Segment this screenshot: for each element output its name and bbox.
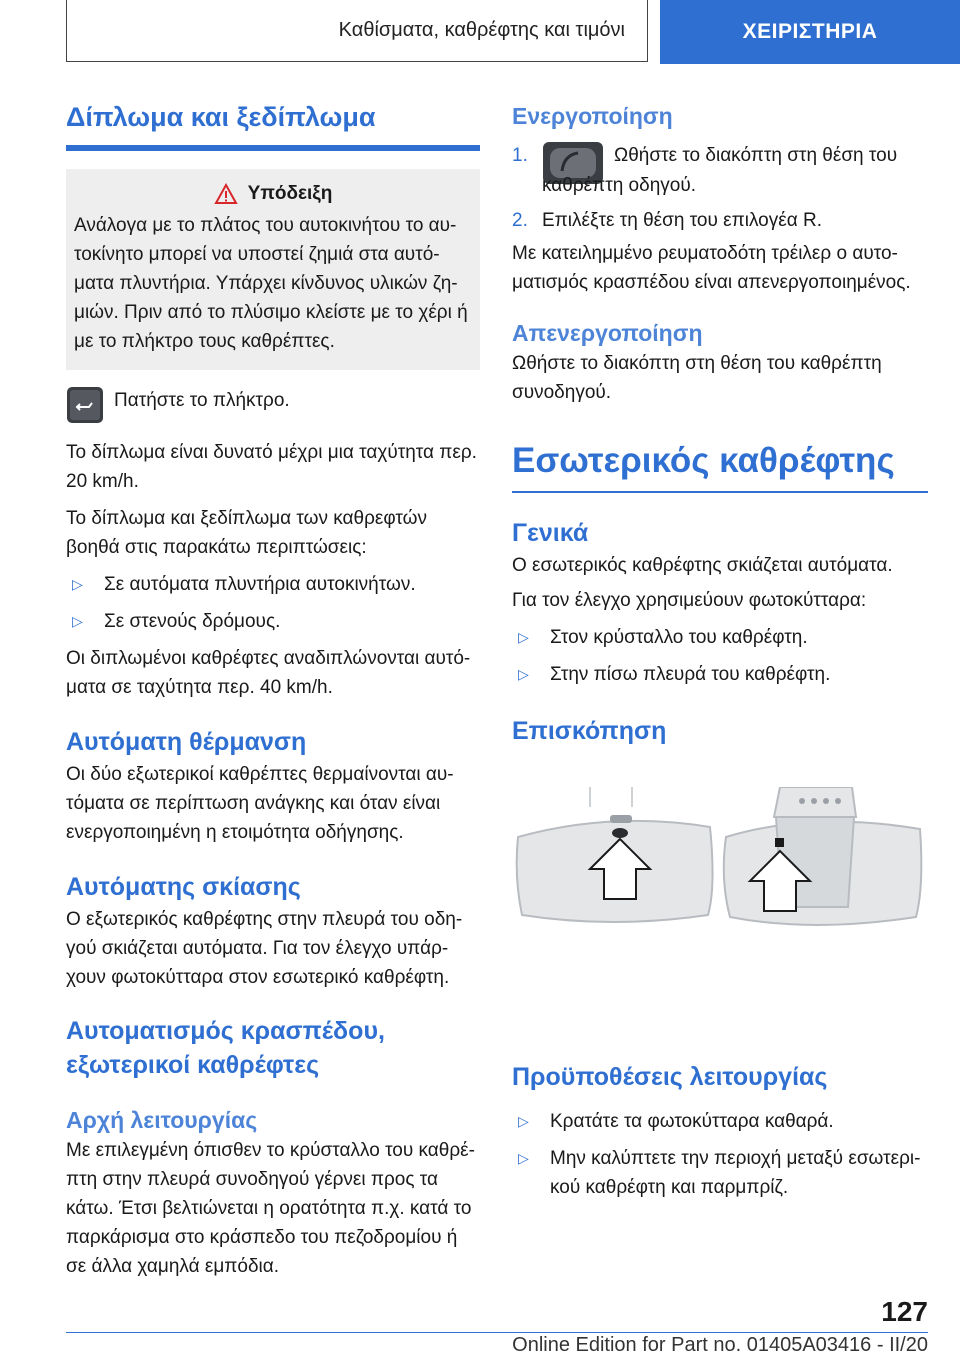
step-text: Επιλέξτε τη θέση του επιλογέα R. bbox=[542, 210, 822, 231]
parking-title bbox=[66, 1014, 480, 1082]
press-instruction: Πατήστε το πλήκτρο. bbox=[114, 390, 290, 411]
page-number: 127 bbox=[881, 1296, 928, 1327]
dimming-title: Αυτόματης σκίασης bbox=[66, 873, 301, 901]
fold-speed-line: Το δίπλωμα είναι δυνατό μέχρι μια ταχύτητα περ. bbox=[66, 442, 477, 463]
list-item-line: Μην καλύπτετε την περιοχή μεταξύ εσωτερι- bbox=[550, 1148, 921, 1169]
chapter-tab[interactable] bbox=[660, 0, 960, 64]
trailer-line: Με κατειλημμένο ρευματοδότη τρέιλερ ο αυτο- bbox=[512, 243, 898, 264]
mirror-front-view bbox=[517, 787, 713, 922]
principle-title: Αρχή λειτουργίας bbox=[66, 1107, 258, 1133]
prerequisites-title: Προϋποθέσεις λειτουργίας bbox=[512, 1063, 828, 1091]
general-title: Γενικά bbox=[512, 519, 589, 547]
chapter-tab-label: ΧΕΙΡΙΣΤΗΡΙΑ bbox=[742, 20, 878, 43]
note-title: Υπόδειξη bbox=[247, 183, 333, 204]
principle-line: κάτω. Έτσι βελτιώνεται η ορατότητα π.χ. κατά το bbox=[66, 1198, 472, 1219]
step-item bbox=[512, 141, 928, 200]
section-header bbox=[66, 0, 648, 62]
footer-rule bbox=[66, 1332, 928, 1333]
deactivation-title: Απενεργοποίηση bbox=[512, 320, 703, 346]
note-line: με το πλήκτρο τους καθρέπτες. bbox=[74, 331, 335, 352]
unfold-line: ματα σε ταχύτητα περ. 40 km/h. bbox=[66, 677, 333, 698]
heating-line: Οι δύο εξωτερικοί καθρέπτες θερμαίνονται αυ- bbox=[66, 764, 454, 785]
heating-line: τόματα σε περίπτωση ανάγκης και όταν είναι bbox=[66, 793, 441, 814]
step-number: 2. bbox=[512, 210, 528, 231]
deactivation-line: Ωθήστε το διακόπτη στη θέση του καθρέπτη bbox=[512, 353, 882, 374]
triangle-bullet-icon: ▷ bbox=[518, 666, 529, 682]
list-item bbox=[512, 1107, 928, 1136]
fold-help-line: Το δίπλωμα και ξεδίπλωμα των καθρεφτών bbox=[66, 508, 427, 529]
fold-button-row bbox=[66, 386, 480, 424]
mirror-rear-view bbox=[724, 787, 922, 925]
step-text: Ωθήστε το διακόπτη στη θέση του bbox=[614, 145, 898, 166]
activation-title: Ενεργοποίηση bbox=[512, 103, 673, 129]
list-item bbox=[512, 623, 928, 652]
heating-title: Αυτόματη θέρμανση bbox=[66, 728, 307, 756]
principle-line: Με επιλεγμένη όπισθεν το κρύσταλλο του καθρέ- bbox=[66, 1140, 475, 1161]
principle-line: πτη στην πλευρά συνοδηγού γέρνει προς τα bbox=[66, 1169, 439, 1190]
note-line: Ανάλογα με το πλάτος του αυτοκινήτου το αυ- bbox=[74, 215, 457, 236]
note-line: ματα πλυντήρια. Υπάρχει κίνδυνος υλικών ζη- bbox=[74, 273, 458, 294]
list-item-text: Σε στενούς δρόμους. bbox=[104, 611, 281, 632]
list-item-text: Κρατάτε τα φωτοκύτταρα καθαρά. bbox=[550, 1111, 834, 1132]
list-item bbox=[66, 570, 480, 599]
note-line: μιών. Πριν από το πλύσιμο κλείστε με το χέρι ή bbox=[74, 302, 468, 323]
list-item-text bbox=[550, 1144, 920, 1202]
interior-mirror-title: Εσωτερικός καθρέφτης bbox=[512, 441, 895, 480]
heating-line: ενεργοποιημένη η ετοιμότητα οδήγησης. bbox=[66, 822, 404, 843]
list-item-text: Στον κρύσταλλο του καθρέφτη. bbox=[550, 627, 808, 648]
triangle-bullet-icon: ▷ bbox=[518, 629, 529, 645]
fold-help-line: βοηθά στις παρακάτω περιπτώσεις: bbox=[66, 537, 367, 558]
dimming-line: χουν φωτοκύτταρα στον εσωτερικό καθρέφτη. bbox=[66, 967, 450, 988]
trailer-line: ματισμός κρασπέδου είναι απενεργοποιημένος. bbox=[512, 272, 911, 293]
list-item bbox=[512, 660, 928, 689]
left-column bbox=[66, 95, 480, 1281]
title-rule bbox=[512, 491, 928, 493]
triangle-bullet-icon: ▷ bbox=[518, 1150, 529, 1166]
warning-note bbox=[66, 169, 480, 370]
parking-title-line: εξωτερικοί καθρέφτες bbox=[66, 1051, 320, 1079]
step-item bbox=[512, 206, 928, 235]
unfold-line: Οι διπλωμένοι καθρέφτες αναδιπλώνονται αυτό- bbox=[66, 648, 471, 669]
general-line: Για τον έλεγχο χρησιμεύουν φωτοκύτταρα: bbox=[512, 590, 867, 611]
note-line: τοκίνητο μπορεί να υποστεί ζημιά στα αυτό- bbox=[74, 244, 440, 265]
warning-icon bbox=[214, 183, 238, 205]
list-item-text: Στην πίσω πλευρά του καθρέφτη. bbox=[550, 664, 831, 685]
triangle-bullet-icon: ▷ bbox=[72, 613, 83, 629]
dimming-line: Ο εξωτερικός καθρέφτης στην πλευρά του οδη- bbox=[66, 909, 463, 930]
principle-line: σε άλλα χαμηλά εμπόδια. bbox=[66, 1256, 280, 1277]
list-item bbox=[66, 607, 480, 636]
general-line: Ο εσωτερικός καθρέφτης σκιάζεται αυτόματα. bbox=[512, 555, 893, 576]
mirror-fold-button-icon bbox=[66, 386, 104, 424]
folding-title: Δίπλωμα και ξεδίπλωμα bbox=[66, 102, 376, 132]
parking-title-line: Αυτοματισμός κρασπέδου, bbox=[66, 1017, 385, 1045]
section-title: Καθίσματα, καθρέφτης και τιμόνι bbox=[338, 19, 625, 41]
fold-speed-line: 20 km/h. bbox=[66, 471, 139, 492]
dimming-line: γού σκιάζεται αυτόματα. Για τον έλεγχο υπάρ- bbox=[66, 938, 449, 959]
list-item bbox=[512, 1144, 928, 1202]
triangle-bullet-icon: ▷ bbox=[518, 1113, 529, 1129]
triangle-bullet-icon: ▷ bbox=[72, 576, 83, 592]
list-item-text: Σε αυτόματα πλυντήρια αυτοκινήτων. bbox=[104, 574, 416, 595]
principle-line: παρκάρισμα στο κράσπεδο του πεζοδρομίου ή bbox=[66, 1227, 458, 1248]
right-column bbox=[512, 95, 928, 1202]
mirror-photocells-illustration bbox=[512, 787, 928, 987]
title-rule bbox=[66, 145, 480, 151]
edition-footer: Online Edition for Part no. 01405A03416 - II/20 bbox=[512, 1334, 928, 1356]
overview-title: Επισκόπηση bbox=[512, 717, 667, 745]
step-text: καθρέπτη οδηγού. bbox=[542, 175, 697, 196]
step-number: 1. bbox=[512, 145, 528, 166]
list-item-line: κού καθρέφτη και παρμπρίζ. bbox=[550, 1177, 789, 1198]
deactivation-line: συνοδηγού. bbox=[512, 382, 612, 403]
